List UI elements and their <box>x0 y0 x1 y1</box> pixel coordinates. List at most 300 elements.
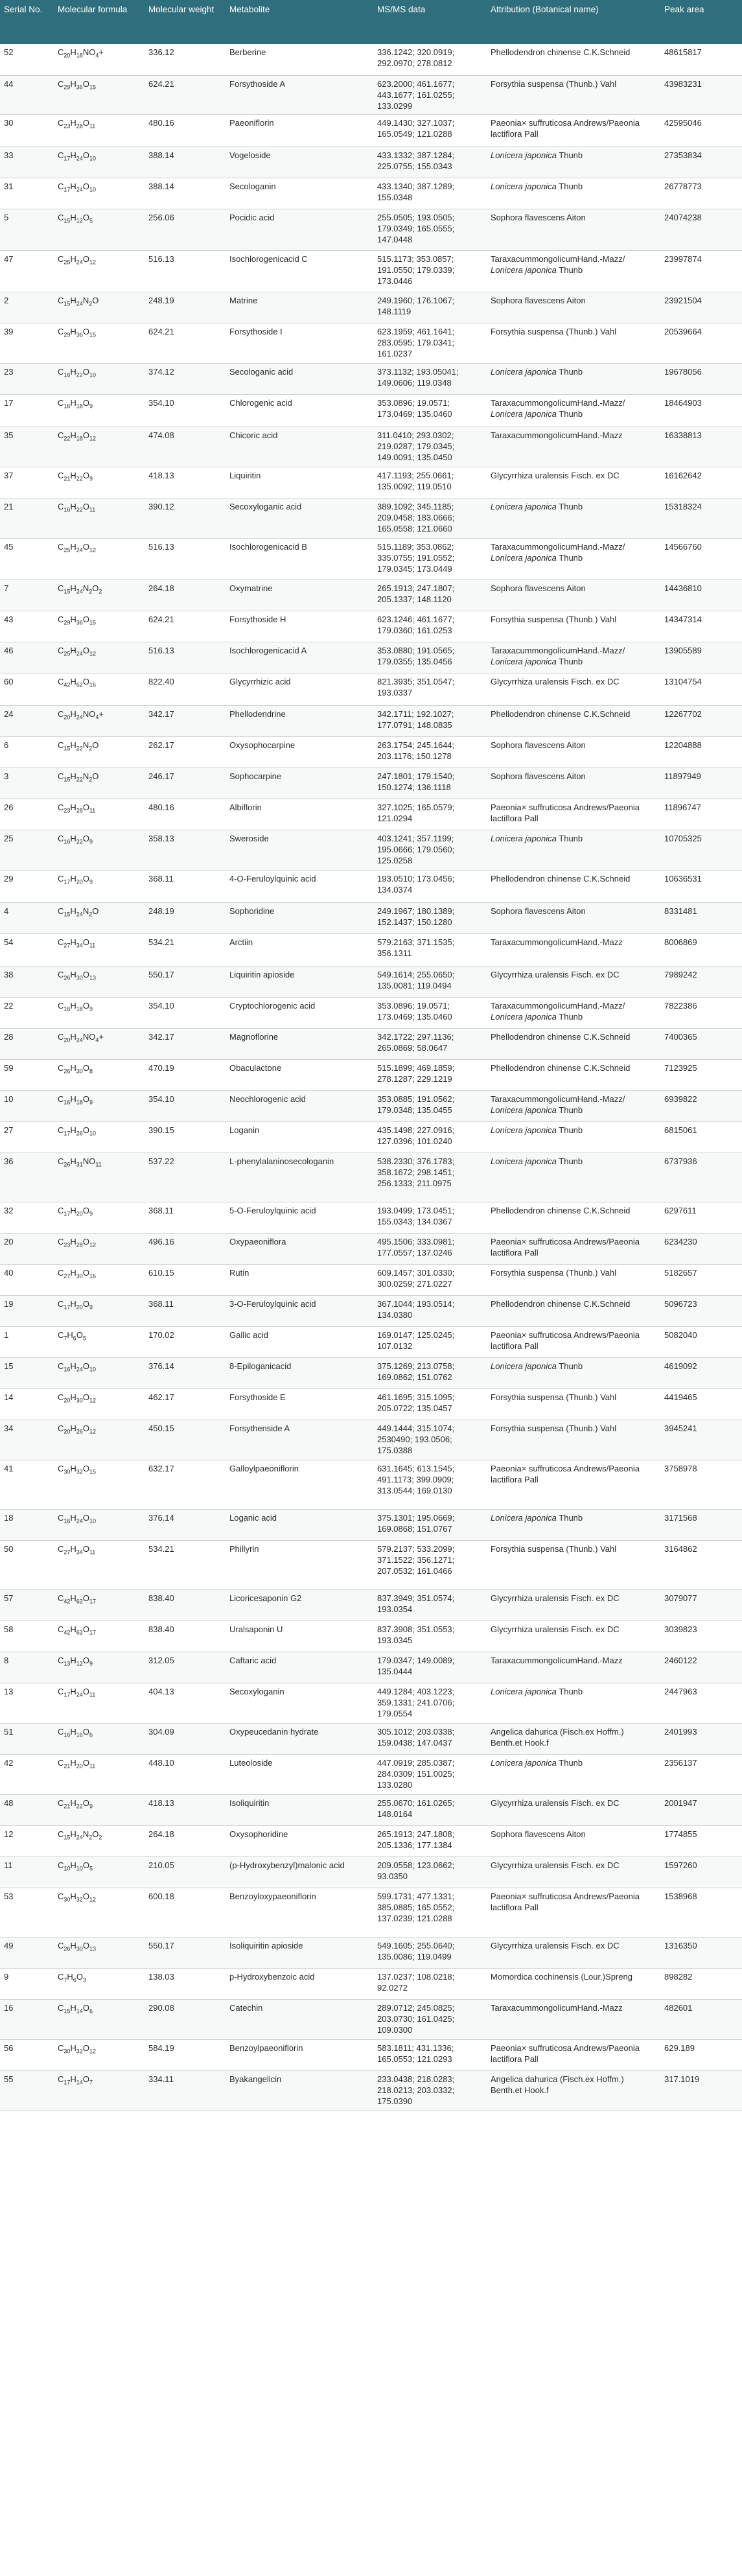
msms-cell <box>373 1090 487 1121</box>
attribution-line: Lonicera japonica Thunb <box>491 1125 583 1135</box>
msms-line: 159.0438; 147.0437 <box>377 1737 452 1748</box>
metabolite-cell: Albiflorin <box>226 799 373 830</box>
msms-cell <box>373 538 487 580</box>
msms-cell <box>373 799 487 830</box>
msms-line: 385.0885; 165.0552; <box>377 1902 455 1912</box>
weight-cell: 448.10 <box>145 1754 226 1794</box>
serial-no-cell: 51 <box>0 1723 54 1754</box>
metabolite-cell: Rutin <box>226 1264 373 1295</box>
metabolite-cell: Neochlorogenic acid <box>226 1090 373 1121</box>
weight-cell: 138.03 <box>145 1968 226 1999</box>
attribution-line: Lonicera japonica Thunb <box>491 501 583 511</box>
table-row <box>0 1888 742 1937</box>
table-row <box>0 705 742 736</box>
metabolite-cell: Galloylpaeoniflorin <box>226 1460 373 1509</box>
formula-cell: $C_{15}H_{22}N_2O$ <box>54 736 145 767</box>
peak-area-cell: 13905589 <box>660 642 742 673</box>
msms-line: 256.1333; 211.0975 <box>377 1178 452 1188</box>
metabolite-cell: Matrine <box>226 292 373 323</box>
table-row <box>0 1825 742 1856</box>
msms-line: 149.0606; 119.0348 <box>377 377 452 388</box>
header-attribution: Attribution (Botanical name) <box>487 0 660 44</box>
attribution-cell <box>487 799 660 830</box>
attribution-cell <box>487 870 660 902</box>
weight-cell: 368.11 <box>145 1295 226 1326</box>
attribution-line: TaraxacummongolicumHand.-Mazz <box>491 1655 623 1665</box>
weight-cell: 470.19 <box>145 1059 226 1090</box>
table-row <box>0 1794 742 1825</box>
metabolite-cell: Isoliquiritin apioside <box>226 1937 373 1968</box>
weight-cell: 516.13 <box>145 642 226 673</box>
table-row <box>0 1856 742 1888</box>
peak-area-cell: 898282 <box>660 1968 742 1999</box>
attribution-line: Phellodendron chinense C.K.Schneid <box>491 708 631 719</box>
peak-area-cell: 6234230 <box>660 1233 742 1264</box>
weight-cell: 462.17 <box>145 1388 226 1420</box>
attribution-cell <box>487 1202 660 1233</box>
attribution-line: Glycyrrhiza uralensis Fisch. ex DC <box>491 1593 620 1603</box>
attribution-line: Forsythia suspensa (Thunb.) Vahl <box>491 1543 617 1554</box>
msms-line: 403.1241; 357.1199; <box>377 833 454 843</box>
formula-cell: $C_{29}H_{36}O_{15}$ <box>54 611 145 642</box>
msms-cell <box>373 1326 487 1357</box>
attribution-line: TaraxacummongolicumHand.-Mazz/ <box>491 1094 625 1104</box>
table-row <box>0 1460 742 1509</box>
attribution-cell <box>487 933 660 966</box>
attribution-cell <box>487 1090 660 1121</box>
formula-cell: $C_{16}H_{24}O_{10}$ <box>54 1357 145 1388</box>
attribution-line: Lonicera japonica Thunb <box>491 656 583 666</box>
metabolite-cell: Phillyrin <box>226 1540 373 1589</box>
msms-line: 263.1754; 245.1644; <box>377 740 455 750</box>
metabolite-cell: Obaculactone <box>226 1059 373 1090</box>
table-row <box>0 178 742 209</box>
weight-cell: 838.40 <box>145 1621 226 1652</box>
msms-line: 173.0469; 135.0460 <box>377 408 452 419</box>
msms-line: 433.1340; 387.1289; <box>377 181 455 191</box>
msms-cell <box>373 394 487 427</box>
attribution-line: Angelica dahurica (Fisch.ex Hoffm.) <box>491 2074 624 2084</box>
weight-cell: 264.18 <box>145 580 226 611</box>
msms-line: 161.0237 <box>377 348 413 358</box>
weight-cell: 550.17 <box>145 1937 226 1968</box>
serial-no-cell: 49 <box>0 1937 54 1968</box>
metabolite-cell: Byakangelicin <box>226 2070 373 2111</box>
formula-cell: $C_{16}H_{16}O_6$ <box>54 1723 145 1754</box>
serial-no-cell: 47 <box>0 250 54 292</box>
formula-cell: $C_{20}H_{24}NO_4+$ <box>54 705 145 736</box>
msms-line: 461.1695; 315.1095; <box>377 1392 455 1402</box>
attribution-line: Lonicera japonica Thunb <box>491 1105 583 1115</box>
msms-line: 233.0438; 218.0283; <box>377 2074 455 2084</box>
attribution-line: Lonicera japonica Thunb <box>491 1757 583 1768</box>
formula-cell: $C_{23}H_{28}O_{11}$ <box>54 799 145 830</box>
msms-cell <box>373 1153 487 1202</box>
weight-cell: 374.12 <box>145 363 226 394</box>
table-row <box>0 1621 742 1652</box>
attribution-cell <box>487 736 660 767</box>
msms-cell <box>373 830 487 870</box>
formula-cell: $C_{30}H_{32}O_{15}$ <box>54 1460 145 1509</box>
attribution-cell <box>487 1999 660 2039</box>
peak-area-cell: 24074238 <box>660 209 742 250</box>
weight-cell: 534.21 <box>145 933 226 966</box>
msms-line: 203.1176; 150.1278 <box>377 751 452 761</box>
weight-cell: 312.05 <box>145 1652 226 1683</box>
msms-line: 449.1430; 327.1037; <box>377 117 455 128</box>
peak-area-cell: 7123925 <box>660 1059 742 1090</box>
metabolite-cell: Berberine <box>226 44 373 75</box>
peak-area-cell: 2356137 <box>660 1754 742 1794</box>
msms-line: 169.0868; 151.0767 <box>377 1523 452 1534</box>
serial-no-cell: 59 <box>0 1059 54 1090</box>
peak-area-cell: 3164862 <box>660 1540 742 1589</box>
table-row <box>0 498 742 538</box>
metabolite-cell: Chicoric acid <box>226 427 373 467</box>
attribution-cell <box>487 427 660 467</box>
msms-line: 449.1284; 403.1223; <box>377 1686 455 1696</box>
msms-line: 193.0354 <box>377 1604 413 1614</box>
msms-cell <box>373 1621 487 1652</box>
attribution-line: Glycyrrhiza uralensis Fisch. ex DC <box>491 1797 620 1808</box>
peak-area-cell: 16162642 <box>660 467 742 498</box>
peak-area-cell: 629.189 <box>660 2039 742 2070</box>
attribution-line: Lonicera japonica Thunb <box>491 408 583 419</box>
serial-no-cell: 5 <box>0 209 54 250</box>
msms-line: 169.0862; 151.0762 <box>377 1372 452 1382</box>
msms-cell <box>373 1589 487 1621</box>
msms-cell <box>373 1420 487 1460</box>
formula-cell: $C_{16}H_{18}O_9$ <box>54 997 145 1028</box>
attribution-line: lactiflora Pall <box>491 2054 539 2064</box>
metabolite-cell: Sophoridine <box>226 902 373 933</box>
serial-no-cell: 2 <box>0 292 54 323</box>
serial-no-cell: 9 <box>0 1968 54 1999</box>
weight-cell: 480.16 <box>145 799 226 830</box>
msms-cell <box>373 642 487 673</box>
serial-no-cell: 33 <box>0 146 54 178</box>
attribution-cell <box>487 1509 660 1540</box>
metabolite-cell: Loganic acid <box>226 1509 373 1540</box>
weight-cell: 248.19 <box>145 292 226 323</box>
attribution-cell <box>487 2070 660 2111</box>
table-body <box>0 44 742 2111</box>
weight-cell: 600.18 <box>145 1888 226 1937</box>
msms-line: 579.2137; 533.2099; <box>377 1543 455 1554</box>
table-row <box>0 1652 742 1683</box>
weight-cell: 264.18 <box>145 1825 226 1856</box>
attribution-line: Paeonia× suffruticosa Andrews/Paeonia <box>491 1236 640 1247</box>
serial-no-cell: 24 <box>0 705 54 736</box>
attribution-cell <box>487 75 660 114</box>
attribution-line: lactiflora Pall <box>491 1902 539 1912</box>
serial-no-cell: 41 <box>0 1460 54 1509</box>
msms-cell <box>373 1388 487 1420</box>
attribution-line: Phellodendron chinense C.K.Schneid <box>491 1031 631 1042</box>
peak-area-cell: 11897949 <box>660 767 742 799</box>
table-row <box>0 114 742 146</box>
formula-cell: $C_{17}H_{20}O_9$ <box>54 1295 145 1326</box>
attribution-line: TaraxacummongolicumHand.-Mazz/ <box>491 645 625 655</box>
metabolite-cell: Secologanin <box>226 178 373 209</box>
formula-cell: $C_{25}H_{24}O_{12}$ <box>54 642 145 673</box>
serial-no-cell: 43 <box>0 611 54 642</box>
serial-no-cell: 4 <box>0 902 54 933</box>
attribution-cell <box>487 44 660 75</box>
msms-line: 278.1287; 229.1219 <box>377 1073 452 1084</box>
msms-line: 203.0730; 161.0425; <box>377 2013 455 2024</box>
attribution-cell <box>487 1937 660 1968</box>
formula-cell: $C_{21}H_{22}O_9$ <box>54 1794 145 1825</box>
msms-line: 255.0505; 193.0505; <box>377 212 455 222</box>
msms-line: 149.0091; 135.0450 <box>377 452 452 462</box>
peak-area-cell: 16338813 <box>660 427 742 467</box>
peak-area-cell: 26778773 <box>660 178 742 209</box>
attribution-cell <box>487 1968 660 1999</box>
msms-line: 305.1012; 203.0338; <box>377 1726 455 1737</box>
metabolite-cell: Licoricesaponin G2 <box>226 1589 373 1621</box>
weight-cell: 388.14 <box>145 178 226 209</box>
msms-line: 435.1498; 227.0916; <box>377 1125 455 1135</box>
serial-no-cell: 42 <box>0 1754 54 1794</box>
attribution-cell <box>487 1295 660 1326</box>
formula-cell: $C_{42}H_{62}O_{17}$ <box>54 1621 145 1652</box>
peak-area-cell: 2401993 <box>660 1723 742 1754</box>
formula-cell: $C_{20}H_{18}NO_4+$ <box>54 44 145 75</box>
msms-line: 311.0410; 293.0302; <box>377 430 454 440</box>
msms-cell <box>373 1295 487 1326</box>
serial-no-cell: 58 <box>0 1621 54 1652</box>
serial-no-cell: 36 <box>0 1153 54 1202</box>
msms-line: 549.1605; 255.0640; <box>377 1940 455 1950</box>
metabolite-cell: 8-Epiloganicacid <box>226 1357 373 1388</box>
serial-no-cell: 31 <box>0 178 54 209</box>
formula-cell: $C_{26}H_{30}O_{13}$ <box>54 1937 145 1968</box>
table-row <box>0 799 742 830</box>
msms-line: 491.1173; 399.0909; <box>377 1474 454 1484</box>
attribution-line: Lonicera japonica Thunb <box>491 1361 583 1371</box>
serial-no-cell: 56 <box>0 2039 54 2070</box>
formula-cell: $C_{17}H_{14}O_7$ <box>54 2070 145 2111</box>
attribution-cell <box>487 1825 660 1856</box>
serial-no-cell: 30 <box>0 114 54 146</box>
msms-line: 195.0666; 179.0560; <box>377 844 455 854</box>
msms-line: 375.1301; 195.0669; <box>377 1512 455 1523</box>
msms-line: 107.0132 <box>377 1341 413 1351</box>
serial-no-cell: 44 <box>0 75 54 114</box>
msms-cell <box>373 498 487 538</box>
attribution-line: Lonicera japonica Thunb <box>491 264 583 275</box>
attribution-line: Lonicera japonica Thunb <box>491 366 583 377</box>
metabolite-cell: Pocidic acid <box>226 209 373 250</box>
header-formula: Molecular formula <box>54 0 145 44</box>
serial-no-cell: 53 <box>0 1888 54 1937</box>
metabolite-cell: Loganin <box>226 1121 373 1153</box>
formula-cell: $C_{29}H_{36}O_{15}$ <box>54 75 145 114</box>
msms-cell <box>373 1357 487 1388</box>
attribution-line: Lonicera japonica Thunb <box>491 552 583 563</box>
weight-cell: 290.08 <box>145 1999 226 2039</box>
formula-cell: $C_7H_6O_3$ <box>54 1968 145 1999</box>
attribution-cell <box>487 394 660 427</box>
peak-area-cell: 317.1019 <box>660 2070 742 2111</box>
msms-line: 247.1801; 179.1540; <box>377 771 455 781</box>
peak-area-cell: 482601 <box>660 1999 742 2039</box>
attribution-cell <box>487 997 660 1028</box>
metabolite-cell: Vogeloside <box>226 146 373 178</box>
weight-cell: 496.16 <box>145 1233 226 1264</box>
msms-line: 134.0380 <box>377 1309 413 1320</box>
msms-line: 193.0499; 173.0451; <box>377 1205 455 1215</box>
msms-cell <box>373 673 487 705</box>
table-row <box>0 642 742 673</box>
table-row <box>0 1388 742 1420</box>
msms-cell <box>373 1460 487 1509</box>
attribution-line: lactiflora Pall <box>491 1341 539 1351</box>
msms-line: 177.0557; 137.0246 <box>377 1247 452 1258</box>
metabolite-cell: Isochlorogenicacid B <box>226 538 373 580</box>
weight-cell: 376.14 <box>145 1509 226 1540</box>
serial-no-cell: 38 <box>0 966 54 997</box>
msms-cell <box>373 467 487 498</box>
peak-area-cell: 20539664 <box>660 323 742 363</box>
msms-cell <box>373 1652 487 1683</box>
table-row <box>0 1420 742 1460</box>
attribution-line: Paeonia× suffruticosa Andrews/Paeonia <box>491 1891 640 1901</box>
metabolite-cell: Forsythoside A <box>226 75 373 114</box>
formula-cell: $C_{20}H_{26}O_{12}$ <box>54 1420 145 1460</box>
msms-cell <box>373 767 487 799</box>
peak-area-cell: 2001947 <box>660 1794 742 1825</box>
msms-line: 353.0880; 191.0565; <box>377 645 455 655</box>
msms-line: 148.0164 <box>377 1809 413 1819</box>
msms-line: 205.0722; 135.0457 <box>377 1403 452 1413</box>
serial-no-cell: 6 <box>0 736 54 767</box>
attribution-cell <box>487 966 660 997</box>
weight-cell: 632.17 <box>145 1460 226 1509</box>
serial-no-cell: 12 <box>0 1825 54 1856</box>
attribution-line: Benth.et Hook.f <box>491 1737 549 1748</box>
attribution-line: Glycyrrhiza uralensis Fisch. ex DC <box>491 969 620 979</box>
header-metabolite: Metabolite <box>226 0 373 44</box>
serial-no-cell: 37 <box>0 467 54 498</box>
msms-cell <box>373 1121 487 1153</box>
formula-cell: $C_{17}H_{20}O_9$ <box>54 1202 145 1233</box>
msms-line: 150.1274; 136.1118 <box>377 782 451 792</box>
attribution-line: Forsythia suspensa (Thunb.) Vahl <box>491 1392 617 1402</box>
formula-cell: $C_{22}H_{18}O_{12}$ <box>54 427 145 467</box>
table-row <box>0 673 742 705</box>
serial-no-cell: 39 <box>0 323 54 363</box>
table-row <box>0 1121 742 1153</box>
attribution-cell <box>487 2039 660 2070</box>
peak-area-cell: 7989242 <box>660 966 742 997</box>
msms-line: 218.0213; 203.0332; <box>377 2085 455 2095</box>
msms-line: 205.1337; 148.1120 <box>377 594 452 604</box>
peak-area-cell: 12204888 <box>660 736 742 767</box>
msms-line: 353.0885; 191.0562; <box>377 1094 455 1104</box>
msms-line: 609.1457; 301.0330; <box>377 1267 455 1278</box>
formula-cell: $C_{27}H_{34}O_{11}$ <box>54 933 145 966</box>
msms-line: 148.1119 <box>377 306 412 316</box>
weight-cell: 390.15 <box>145 1121 226 1153</box>
formula-cell: $C_{16}H_{22}O_9$ <box>54 830 145 870</box>
msms-line: 179.0355; 135.0456 <box>377 656 452 666</box>
msms-line: 284.0309; 151.0025; <box>377 1768 455 1779</box>
table-row <box>0 830 742 870</box>
table-row <box>0 1754 742 1794</box>
serial-no-cell: 46 <box>0 642 54 673</box>
msms-cell <box>373 323 487 363</box>
table-row <box>0 1028 742 1059</box>
attribution-line: Phellodendron chinense C.K.Schneid <box>491 1205 631 1215</box>
attribution-line: Sophora flavescens Aiton <box>491 295 586 305</box>
attribution-line: TaraxacummongolicumHand.-Mazz <box>491 2002 623 2013</box>
msms-line: 249.1960; 176.1067; <box>377 295 455 305</box>
msms-line: 134.0374 <box>377 884 413 895</box>
msms-cell <box>373 1968 487 1999</box>
attribution-line: Forsythia suspensa (Thunb.) Vahl <box>491 614 617 624</box>
msms-line: 209.0458; 183.0666; <box>377 512 455 522</box>
serial-no-cell: 1 <box>0 1326 54 1357</box>
msms-cell <box>373 292 487 323</box>
msms-cell <box>373 902 487 933</box>
attribution-cell <box>487 1460 660 1509</box>
attribution-line: Glycyrrhiza uralensis Fisch. ex DC <box>491 676 620 686</box>
formula-cell: $C_{25}H_{24}O_{12}$ <box>54 538 145 580</box>
msms-line: 135.0086; 119.0499 <box>377 1951 452 1961</box>
peak-area-cell: 1316350 <box>660 1937 742 1968</box>
table-row <box>0 870 742 902</box>
msms-cell <box>373 1202 487 1233</box>
serial-no-cell: 7 <box>0 580 54 611</box>
table-row <box>0 2070 742 2111</box>
weight-cell: 390.12 <box>145 498 226 538</box>
peak-area-cell: 12267702 <box>660 705 742 736</box>
table-row <box>0 1153 742 1202</box>
peak-area-cell: 11896747 <box>660 799 742 830</box>
attribution-cell <box>487 363 660 394</box>
msms-line: 265.1913; 247.1808; <box>377 1829 455 1839</box>
formula-cell: $C_{21}H_{20}O_{11}$ <box>54 1754 145 1794</box>
table-row <box>0 1059 742 1090</box>
attribution-cell <box>487 1540 660 1589</box>
formula-cell: $C_{16}H_{24}O_{10}$ <box>54 1509 145 1540</box>
attribution-line: Lonicera japonica Thunb <box>491 181 583 191</box>
weight-cell: 368.11 <box>145 870 226 902</box>
msms-line: 127.0396; 101.0240 <box>377 1136 452 1146</box>
metabolite-cell: 3-O-Feruloylquinic acid <box>226 1295 373 1326</box>
weight-cell: 534.21 <box>145 1540 226 1589</box>
formula-cell: $C_{15}H_{22}N_2O$ <box>54 767 145 799</box>
attribution-cell <box>487 1754 660 1794</box>
msms-line: 179.0345; 173.0449 <box>377 563 452 574</box>
serial-no-cell: 3 <box>0 767 54 799</box>
attribution-cell <box>487 1420 660 1460</box>
serial-no-cell: 13 <box>0 1683 54 1723</box>
attribution-cell <box>487 1589 660 1621</box>
attribution-cell <box>487 1233 660 1264</box>
formula-cell: $C_{17}H_{24}O_{10}$ <box>54 178 145 209</box>
formula-cell: $C_{15}H_{12}O_5$ <box>54 209 145 250</box>
msms-line: 225.0755; 155.0343 <box>377 161 452 171</box>
weight-cell: 480.16 <box>145 114 226 146</box>
attribution-line: lactiflora Pall <box>491 813 539 823</box>
attribution-cell <box>487 1153 660 1202</box>
table-row <box>0 1202 742 1233</box>
formula-cell: $C_{26}H_{30}O_{13}$ <box>54 966 145 997</box>
msms-cell <box>373 1028 487 1059</box>
